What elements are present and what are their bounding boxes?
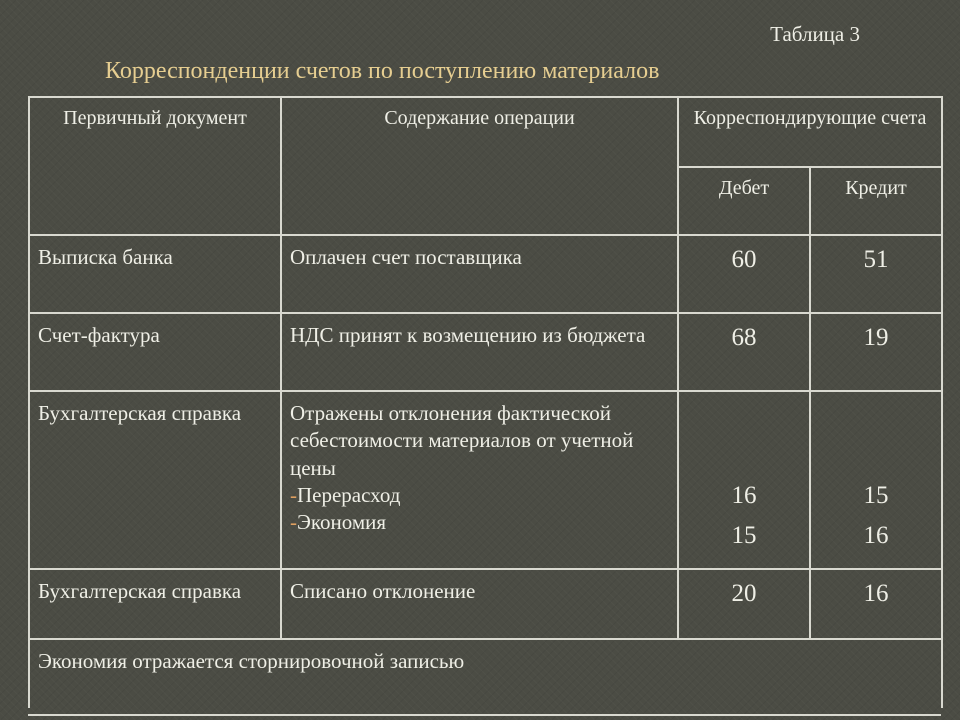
table-row <box>29 391 942 569</box>
header-row <box>29 97 942 167</box>
sub-item-credit: 16 <box>863 522 889 549</box>
row-document: Бухгалтерская справка <box>29 569 281 639</box>
row-operation: НДС принят к возмещению из бюджета <box>281 313 678 391</box>
table-number: Таблица 3 <box>770 22 860 46</box>
table-row <box>29 313 942 391</box>
sub-item-credit: 15 <box>863 482 889 509</box>
table-row <box>29 569 942 639</box>
accounts-correspondence-table <box>28 96 943 708</box>
dash-marker: - <box>290 510 297 535</box>
header-accounts: Корреспондирующие счета <box>678 97 942 167</box>
sub-item-debit: 16 <box>731 482 757 509</box>
row-credit <box>810 391 942 569</box>
sub-item-label: Перерасход <box>297 482 401 507</box>
row-credit: 19 <box>810 313 942 391</box>
row-debit: 68 <box>678 313 810 391</box>
row-credit: 16 <box>810 569 942 639</box>
sub-item-debit: 15 <box>731 522 757 549</box>
note-row <box>29 639 942 707</box>
dash-marker: - <box>290 482 297 507</box>
row-operation: Оплачен счет поставщика <box>281 235 678 313</box>
row-document: Выписка банка <box>29 235 281 313</box>
header-credit: Кредит <box>810 167 942 235</box>
sub-item-label: Экономия <box>297 510 387 535</box>
row-document: Бухгалтерская справка <box>29 391 281 569</box>
header-operation: Содержание операции <box>281 97 678 235</box>
table-row <box>29 235 942 313</box>
table-note: Экономия отражается сторнировочной записью <box>29 639 942 707</box>
sub-item <box>290 509 669 536</box>
slide-title: Корреспонденции счетов по поступлению материалов <box>105 58 660 84</box>
row-credit: 51 <box>810 235 942 313</box>
header-debit: Дебет <box>678 167 810 235</box>
header-document: Первичный документ <box>29 97 281 235</box>
row-operation <box>281 391 678 569</box>
row-debit <box>678 391 810 569</box>
row-document: Счет-фактура <box>29 313 281 391</box>
sub-item <box>290 482 669 509</box>
table-bottom-border <box>28 714 941 716</box>
row-debit: 20 <box>678 569 810 639</box>
row-debit: 60 <box>678 235 810 313</box>
operation-description: Отражены отклонения фактической себестоимости материалов от учетной цены <box>290 401 634 480</box>
row-operation: Списано отклонение <box>281 569 678 639</box>
